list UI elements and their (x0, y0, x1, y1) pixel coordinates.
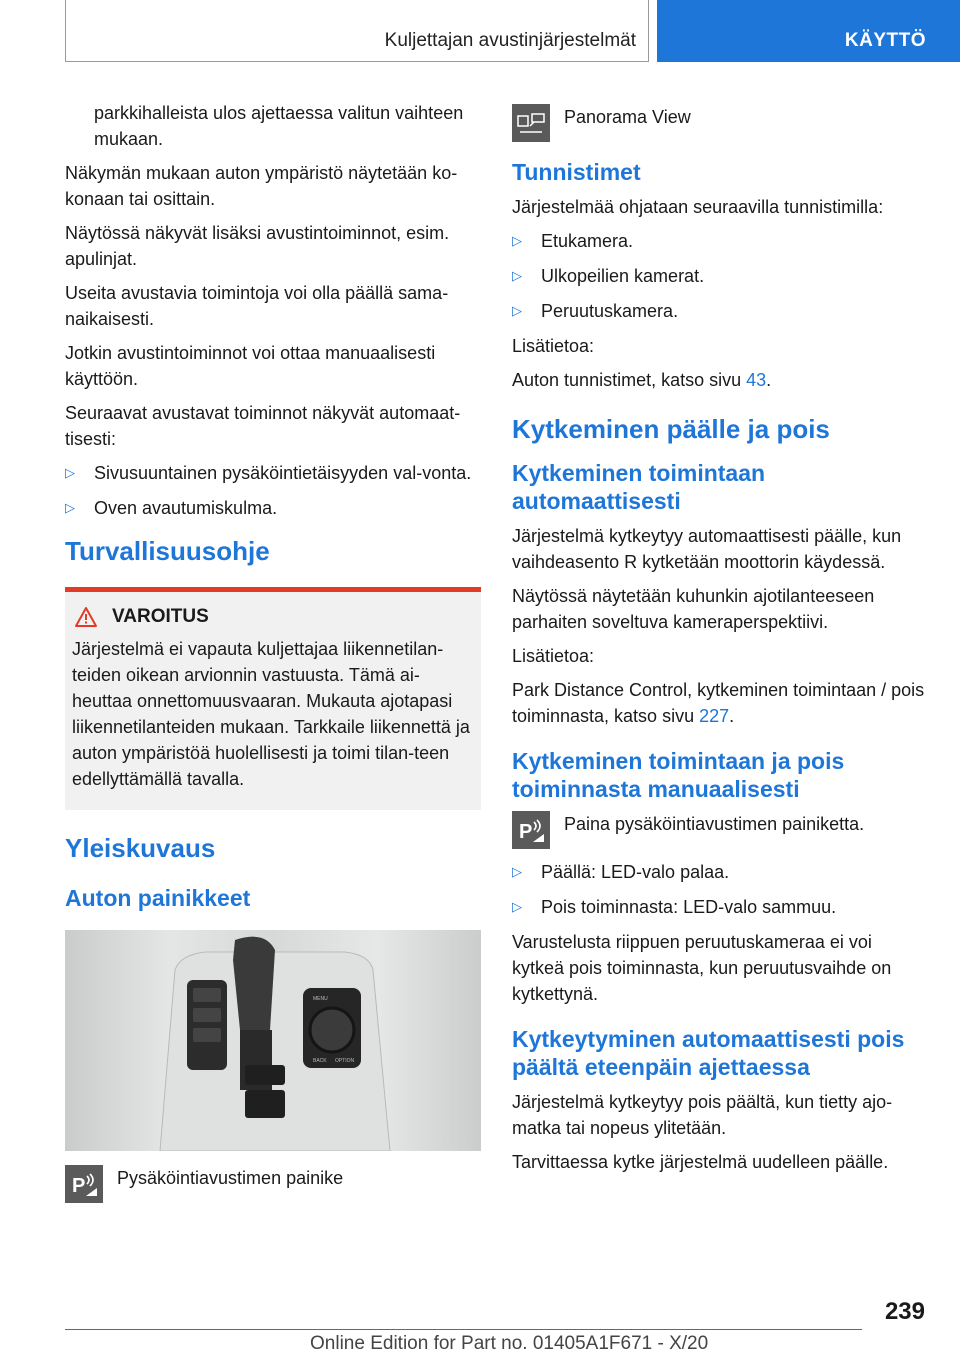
section-title: Kuljettajan avustinjärjestelmät (384, 30, 636, 51)
svg-text:P: P (519, 821, 533, 843)
paragraph: Varustelusta riippuen peruutuskameraa ei voi kytkeä pois toiminnasta, kun peruutusvaihde on kytkettynä. (512, 932, 892, 1004)
more-info-label: Lisätietoa: (512, 336, 595, 356)
auto-heading: Kytkeminen toimintaan automaattisesti (512, 460, 766, 514)
list-item: ▷ Pois toiminnasta: LED-valo sammuu. (512, 894, 926, 920)
center-console-photo (65, 930, 481, 1151)
paragraph: Näytössä näkyvät lisäksi avustintoiminnot, esim. apulinjat. (65, 223, 450, 269)
paragraph: Näytössä näytetään kuhunkin ajotilanteeseen parhaiten soveltuva kameraperspektiivi. (512, 586, 875, 632)
bullet-triangle-icon: ▷ (65, 465, 75, 480)
panorama-view-row (512, 104, 926, 142)
parking-button-caption-row (65, 1165, 481, 1203)
parking-assistant-icon (512, 811, 550, 849)
list-item: ▷ Sivusuuntainen pysäköintietäisyyden val-vonta. (65, 460, 481, 486)
list-item: ▷ Oven avautumiskulma. (65, 495, 481, 521)
warning-triangle-icon (74, 606, 98, 628)
paragraph: Seuraavat avustavat toiminnot näkyvät automaat-tisesti: (65, 403, 461, 449)
footer-divider (65, 1329, 862, 1330)
sensors-intro: Järjestelmää ohjataan seuraavilla tunnistimilla: (512, 197, 884, 217)
panorama-view-icon (512, 104, 550, 142)
bullet-triangle-icon: ▷ (512, 864, 522, 879)
buttons-heading: Auton painikkeet (65, 885, 251, 911)
parking-button-caption: Pysäköintiavustimen painike (117, 1168, 344, 1188)
safety-heading: Turvallisuusohje (65, 536, 270, 566)
more-info-label: Lisätietoa: (512, 646, 595, 666)
reference-paragraph: Auton tunnistimet, katso sivu 43. (512, 370, 772, 390)
overview-heading: Yleiskuvaus (65, 833, 216, 863)
parking-assistant-icon (65, 1165, 103, 1203)
bullet-triangle-icon: ▷ (65, 500, 75, 515)
panorama-view-label: Panorama View (564, 107, 691, 127)
svg-text:P: P (72, 1175, 86, 1197)
warning-text: Järjestelmä ei vapauta kuljettajaa liikennetilan-teiden oikean arvionnin vastuusta. Tämä ai-heuttaa onnettomuusvaaran. Mukauta ajotapasi liikennetilanteiden mukaan. Tarkkaile liikennettä ja auton ympäristöä huolellisesti ja toimi tilan-teen edellyttämällä tavalla. (72, 639, 470, 789)
page-link[interactable]: 43 (746, 370, 767, 390)
photo-label: MENU (313, 996, 328, 1002)
manual-button-row (512, 811, 926, 849)
paragraph: Tarvittaessa kytke järjestelmä uudelleen päälle. (512, 1152, 889, 1172)
bullet-continuation: parkkihalleista ulos ajettaessa valitun vaihteen mukaan. (94, 103, 464, 149)
bullet-triangle-icon: ▷ (512, 899, 522, 914)
photo-label: OPTION (335, 1058, 355, 1064)
warning-title: VAROITUS (72, 606, 473, 628)
paragraph: Näkymän mukaan auton ympäristö näytetään ko-konaan tai osittain. (65, 163, 458, 209)
right-column (512, 100, 926, 1183)
photo-label: BACK (313, 1058, 327, 1064)
list-item: ▷ Ulkopeilien kamerat. (512, 263, 926, 289)
bullet-triangle-icon: ▷ (512, 303, 522, 318)
switch-heading: Kytkeminen päälle ja pois (512, 414, 830, 444)
list-item: ▷ Peruutuskamera. (512, 298, 926, 324)
reference-paragraph: Park Distance Control, kytkeminen toimintaan / pois toiminnasta, katso sivu 227. (512, 680, 925, 726)
page-link[interactable]: 227 (699, 706, 730, 726)
paragraph: Järjestelmä kytkeytyy automaattisesti päälle, kun vaihdeasento R kytketään moottorin käydessä. (512, 526, 902, 572)
chapter-title: KÄYTTÖ (844, 30, 926, 51)
list-item: ▷ Etukamera. (512, 228, 926, 254)
list-item: ▷ Päällä: LED-valo palaa. (512, 859, 926, 885)
paragraph: Järjestelmä kytkeytyy pois päältä, kun tietty ajo-matka tai nopeus ylitetään. (512, 1092, 893, 1138)
paragraph: Jotkin avustintoiminnot voi ottaa manuaalisesti käyttöön. (65, 343, 436, 389)
warning-box (65, 587, 481, 810)
edition-text: Online Edition for Part no. 01405A1F671 - X/20 (310, 1333, 709, 1354)
manual-heading: Kytkeminen toimintaan ja pois toiminnasta manuaalisesti (512, 748, 845, 802)
bullet-triangle-icon: ▷ (512, 268, 522, 283)
left-column (65, 100, 481, 1213)
bullet-triangle-icon: ▷ (512, 233, 522, 248)
page-number: 239 (884, 1298, 925, 1325)
manual-button-text: Paina pysäköintiavustimen painiketta. (564, 814, 865, 834)
header-section-box (65, 0, 649, 62)
auto-off-heading: Kytkeytyminen automaattisesti pois päältä eteenpäin ajettaessa (512, 1026, 905, 1080)
sensors-heading: Tunnistimet (512, 159, 641, 185)
header-chapter-box (657, 0, 960, 62)
paragraph: Useita avustavia toimintoja voi olla päällä sama-naikaisesti. (65, 283, 449, 329)
